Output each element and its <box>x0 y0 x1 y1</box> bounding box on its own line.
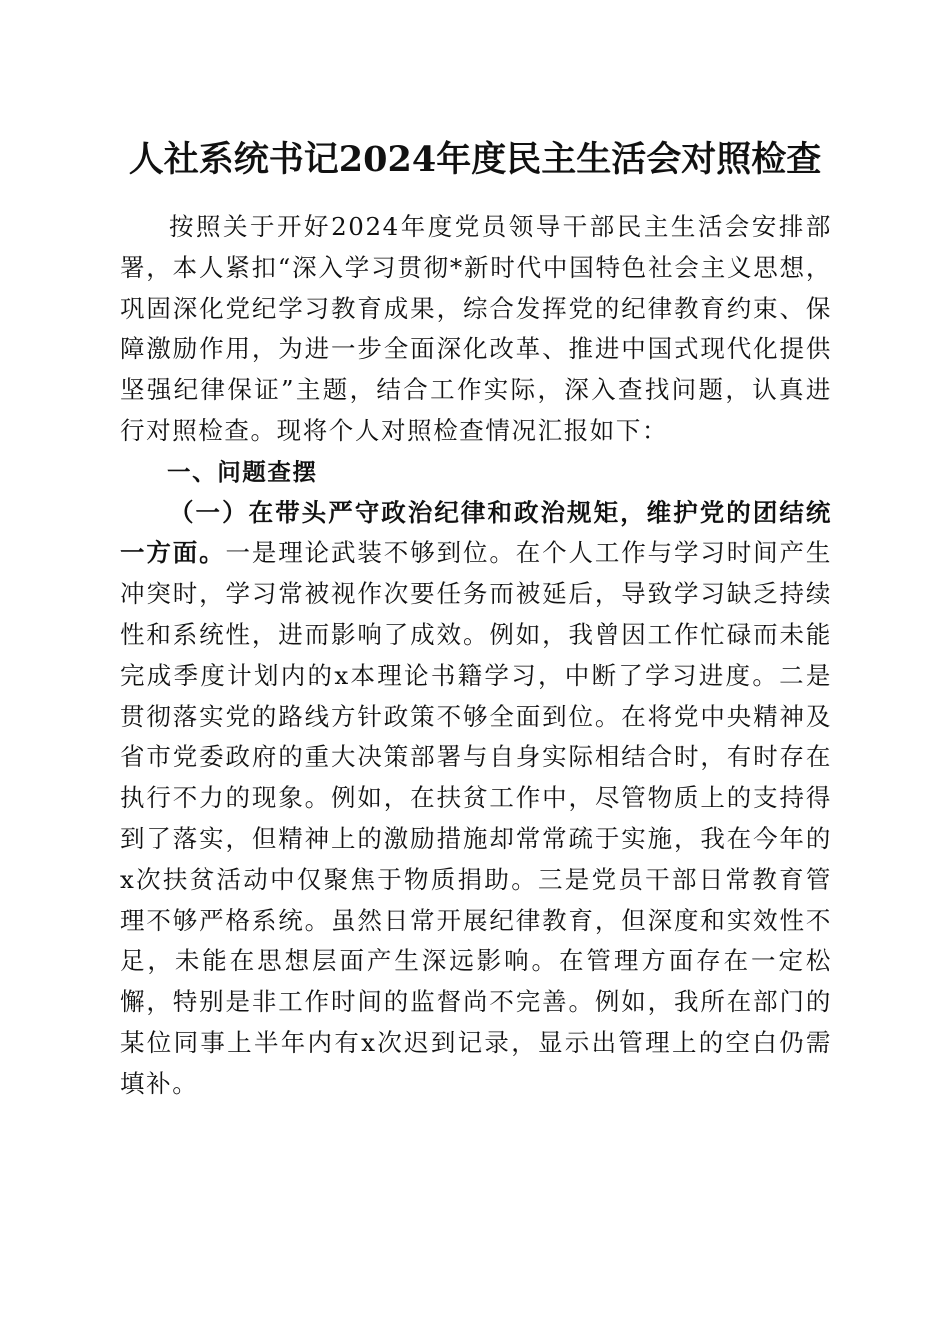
document-body <box>120 207 832 1105</box>
intro-paragraph: 按照关于开好2024年度党员领导干部民主生活会安排部署，本人紧扣“深入学习贯彻*新时代中国特色社会主义思想，巩固深化党纪学习教育成果，综合发挥党的纪律教育约束、保障激励作用，为进一步全面深化改革、推进中国式现代化提供坚强纪律保证”主题，结合工作实际，深入查找问题，认真进行对照检查。现将个人对照检查情况汇报如下： <box>120 212 832 445</box>
subsection-paragraph-1 <box>120 493 832 1105</box>
subsection-heading-1: （一）在带头严守政治纪律和政治规矩，维护党的团结统一方面。 <box>120 497 832 568</box>
subsection-body-1: 一是理论武装不够到位。在个人工作与学习时间产生冲突时，学习常被视作次要任务而被延后，导致学习缺乏持续性和系统性，进而影响了成效。例如，我曾因工作忙碌而未能完成季度计划内的x本理论书籍学习，中断了学习进度。二是贯彻落实党的路线方针政策不够全面到位。在将党中央精神及省市党委政府的重大决策部署与自身实际相结合时，有时存在执行不力的现象。例如，在扶贫工作中，尽管物质上的支持得到了落实，但精神上的激励措施却常常疏于实施，我在今年的x次扶贫活动中仅聚焦于物质捐助。三是党员干部日常教育管理不够严格系统。虽然日常开展纪律教育，但深度和实效性不足，未能在思想层面产生深远影响。在管理方面存在一定松懈，特别是非工作时间的监督尚不完善。例如，我所在部门的某位同事上半年内有x次迟到记录，显示出管理上的空白仍需填补。 <box>120 538 832 1098</box>
document-title: 人社系统书记2024年度民主生活会对照检查 <box>128 139 822 180</box>
section-heading-problems: 一、问题查摆 <box>167 457 318 486</box>
